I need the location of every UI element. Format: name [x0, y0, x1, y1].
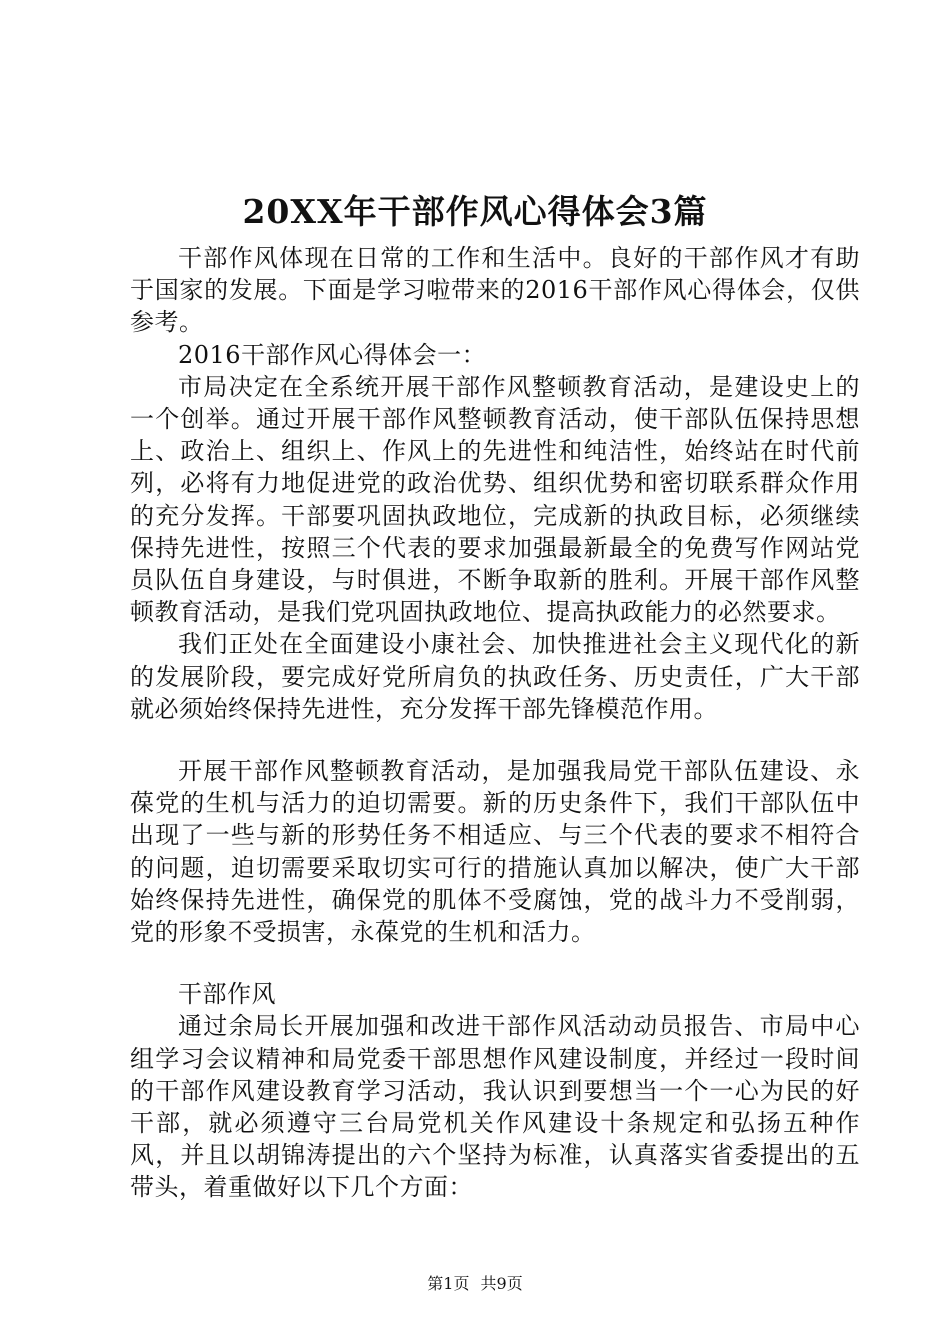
- document-title: 20XX年干部作风心得体会3篇: [242, 192, 708, 231]
- page-footer: [0, 1271, 950, 1294]
- body-paragraph: 通过余局长开展加强和改进干部作风活动动员报告、市局中心组学习会议精神和局党委干部思想作风建设制度，并经过一段时间的干部作风建设教育学习活动，我认识到要想当一个一心为民的好干部，就必须遵守三台局党机关作风建设十条规定和弘扬五种作风，并且以胡锦涛提出的六个坚持为标准，认真落实省委提出的五带头，着重做好以下几个方面：: [130, 1012, 860, 1202]
- document-body: [130, 242, 860, 1204]
- section-heading-1: 2016干部作风心得体会一：: [178, 340, 487, 369]
- body-paragraph: 开展干部作风整顿教育活动，是加强我局党干部队伍建设、永葆党的生机与活力的迫切需要。新的历史条件下，我们干部队伍中出现了一些与新的形势任务不相适应、与三个代表的要求不相符合的问题，迫切需要采取切实可行的措施认真加以解决，使广大干部始终保持先进性，确保党的肌体不受腐蚀，党的战斗力不受削弱，党的形象不受损害，永葆党的生机和活力。: [130, 757, 860, 947]
- body-paragraph: 我们正处在全面建设小康社会、加快推进社会主义现代化的新的发展阶段，要完成好党所肩负的执政任务、历史责任，广大干部就必须始终保持先进性，充分发挥干部先锋模范作用。: [130, 630, 860, 723]
- body-paragraph: 市局决定在全系统开展干部作风整顿教育活动，是建设史上的一个创举。通过开展干部作风整顿教育活动，使干部队伍保持思想上、政治上、组织上、作风上的先进性和纯洁性，始终站在时代前列，必将有力地促进党的政治优势、组织优势和密切联系群众作用的充分发挥。干部要巩固执政地位，完成新的执政目标，必须继续保持先进性，按照三个代表的要求加强最新最全的免费写作网站党员队伍自身建设，与时俱进，不断争取新的胜利。开展干部作风整顿教育活动，是我们党巩固执政地位、提高执政能力的必然要求。: [130, 372, 860, 627]
- intro-paragraph: 干部作风体现在日常的工作和生活中。良好的干部作风才有助于国家的发展。下面是学习啦带来的2016干部作风心得体会，仅供参考。: [130, 244, 860, 337]
- section-heading-2: 干部作风: [178, 980, 276, 1009]
- page-number: 第1页: [427, 1274, 470, 1293]
- paragraph-gap: [130, 725, 860, 755]
- page-total: 共9页: [480, 1274, 523, 1293]
- paragraph-gap: [130, 948, 860, 978]
